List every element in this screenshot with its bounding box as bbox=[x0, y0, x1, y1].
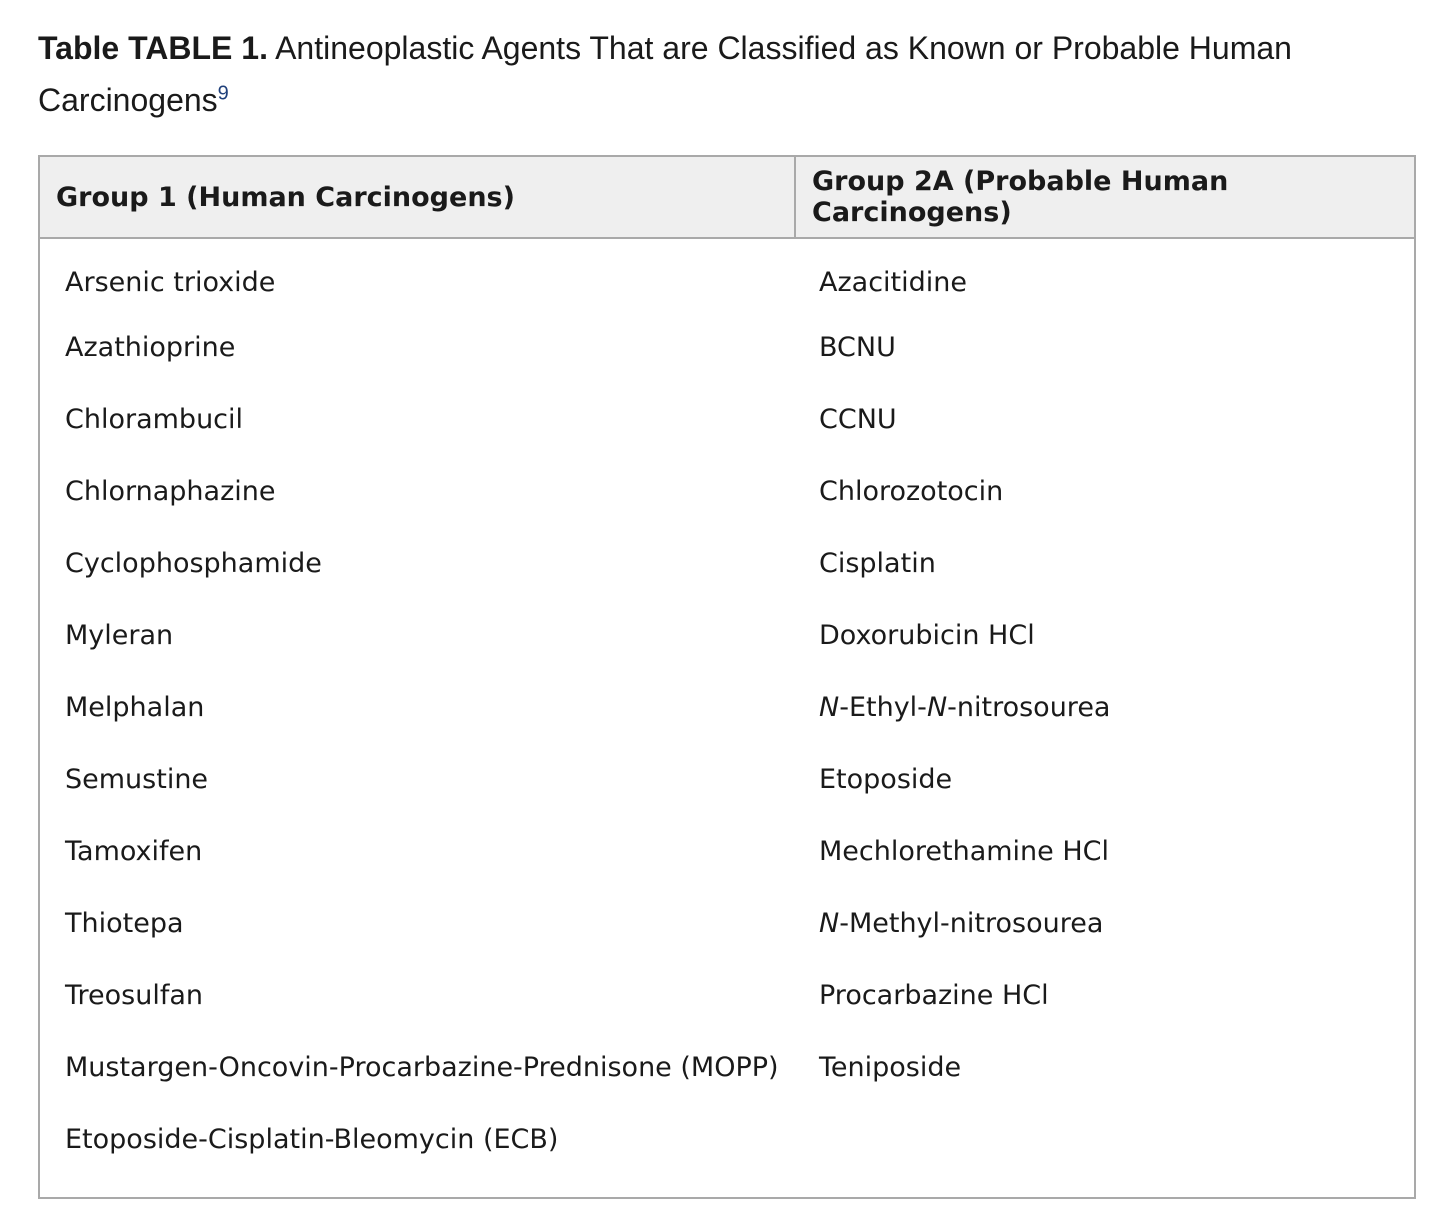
table-row bbox=[40, 959, 1414, 1031]
table-row bbox=[40, 815, 1414, 887]
group-2a-cell: Cisplatin bbox=[819, 547, 936, 579]
group-1-cell: Thiotepa bbox=[65, 907, 184, 939]
column-header-group-2a: Group 2A (Probable Human Carcinogens) bbox=[795, 157, 1414, 238]
group-2a-cell: Chlorozotocin bbox=[819, 475, 1004, 507]
group-1-cell: Melphalan bbox=[65, 691, 205, 723]
table-row bbox=[40, 887, 1414, 959]
table-row bbox=[40, 1103, 1414, 1175]
group-1-cell: Cyclophosphamide bbox=[65, 547, 322, 579]
table-title: Antineoplastic Agents That are Classified as Known or Probable Human Carcinogens bbox=[38, 30, 1292, 118]
table-row bbox=[40, 455, 1414, 527]
table-label: Table TABLE 1. bbox=[38, 30, 268, 66]
group-1-cell: Chlornaphazine bbox=[65, 475, 276, 507]
table-row bbox=[40, 671, 1414, 743]
group-2a-cell bbox=[795, 1103, 1414, 1175]
group-2a-cell: Etoposide bbox=[819, 763, 953, 795]
column-header-group-1: Group 1 (Human Carcinogens) bbox=[40, 157, 795, 238]
table-row bbox=[40, 743, 1414, 815]
carcinogen-table-container bbox=[38, 155, 1416, 1199]
table-row bbox=[40, 527, 1414, 599]
group-1-cell: Semustine bbox=[65, 763, 209, 795]
group-1-cell: Tamoxifen bbox=[65, 835, 203, 867]
group-1-cell: Mustargen-Oncovin-Procarbazine-Prednisone (MOPP) bbox=[65, 1051, 779, 1083]
header-row bbox=[40, 157, 1414, 238]
table-row bbox=[40, 599, 1414, 671]
table-caption bbox=[38, 22, 1418, 126]
group-2a-cell: BCNU bbox=[819, 331, 896, 363]
group-1-cell: Etoposide-Cisplatin-Bleomycin (ECB) bbox=[65, 1123, 559, 1155]
carcinogen-table bbox=[40, 157, 1414, 1175]
group-1-cell: Chlorambucil bbox=[65, 403, 244, 435]
italic-n-prefix: N bbox=[819, 907, 840, 939]
footnote-ref-link[interactable]: 9 bbox=[217, 82, 229, 105]
italic-n-prefix: N bbox=[926, 691, 948, 723]
group-1-cell: Azathioprine bbox=[65, 331, 236, 363]
group-1-cell: Myleran bbox=[65, 619, 174, 651]
group-1-cell: Arsenic trioxide bbox=[65, 266, 276, 298]
group-2a-cell: Doxorubicin HCl bbox=[819, 619, 1035, 651]
group-2a-cell: Teniposide bbox=[819, 1051, 962, 1083]
group-2a-cell: CCNU bbox=[819, 403, 897, 435]
table-row bbox=[40, 383, 1414, 455]
table-row bbox=[40, 311, 1414, 383]
table-row bbox=[40, 1031, 1414, 1103]
group-2a-cell: N-Methyl-nitrosourea bbox=[819, 907, 1104, 939]
group-1-cell: Treosulfan bbox=[65, 979, 204, 1011]
italic-n-prefix: N bbox=[819, 691, 840, 723]
group-2a-cell: Procarbazine HCl bbox=[819, 979, 1049, 1011]
group-2a-cell: Azacitidine bbox=[819, 266, 967, 298]
group-2a-cell: Mechlorethamine HCl bbox=[819, 835, 1110, 867]
group-2a-cell: N-Ethyl-N-nitrosourea bbox=[819, 691, 1111, 723]
table-row bbox=[40, 238, 1414, 311]
